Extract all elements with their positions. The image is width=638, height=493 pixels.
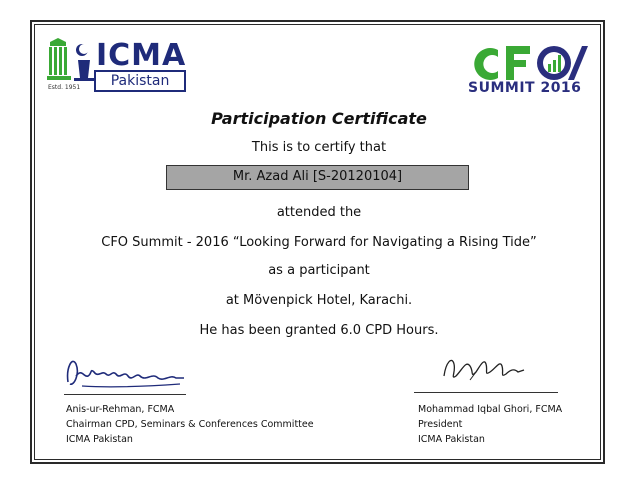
cpd-hours-line: He has been granted 6.0 CPD Hours. [199, 323, 439, 338]
attended-line: attended the [276, 205, 362, 220]
right-signatory-org: ICMA Pakistan [418, 434, 485, 445]
left-signatory-title: Chairman CPD, Seminars & Conferences Committee [66, 419, 314, 430]
icma-estd-label: Estd. 1951 [48, 84, 81, 91]
icma-pakistan-box: Pakistan [94, 70, 186, 92]
right-signature-icon [440, 350, 530, 386]
cfo-summit-year: SUMMIT 2016 [468, 80, 582, 96]
right-signatory-block [418, 402, 562, 447]
left-signature-line [64, 394, 186, 395]
left-signatory-org: ICMA Pakistan [66, 434, 133, 445]
icma-logo-text: ICMA [96, 38, 187, 73]
right-signature-line [414, 392, 558, 393]
right-signatory-name: Mohammad Iqbal Ghori, FCMA [418, 404, 563, 415]
participant-name: Mr. Azad Ali [S-20120104] [166, 165, 469, 190]
event-line: CFO Summit - 2016 “Looking Forward for Navigating a Rising Tide” [101, 235, 537, 250]
right-signatory-title: President [418, 419, 463, 430]
left-signatory-name: Anis-ur-Rehman, FCMA [66, 404, 175, 415]
venue-line: at Mövenpick Hotel, Karachi. [225, 293, 413, 308]
certificate-title: Participation Certificate [211, 109, 427, 128]
role-line: as a participant [268, 263, 370, 278]
left-signatory-block [66, 402, 314, 447]
certify-line: This is to certify that [251, 140, 387, 155]
left-signature-icon [62, 348, 192, 394]
